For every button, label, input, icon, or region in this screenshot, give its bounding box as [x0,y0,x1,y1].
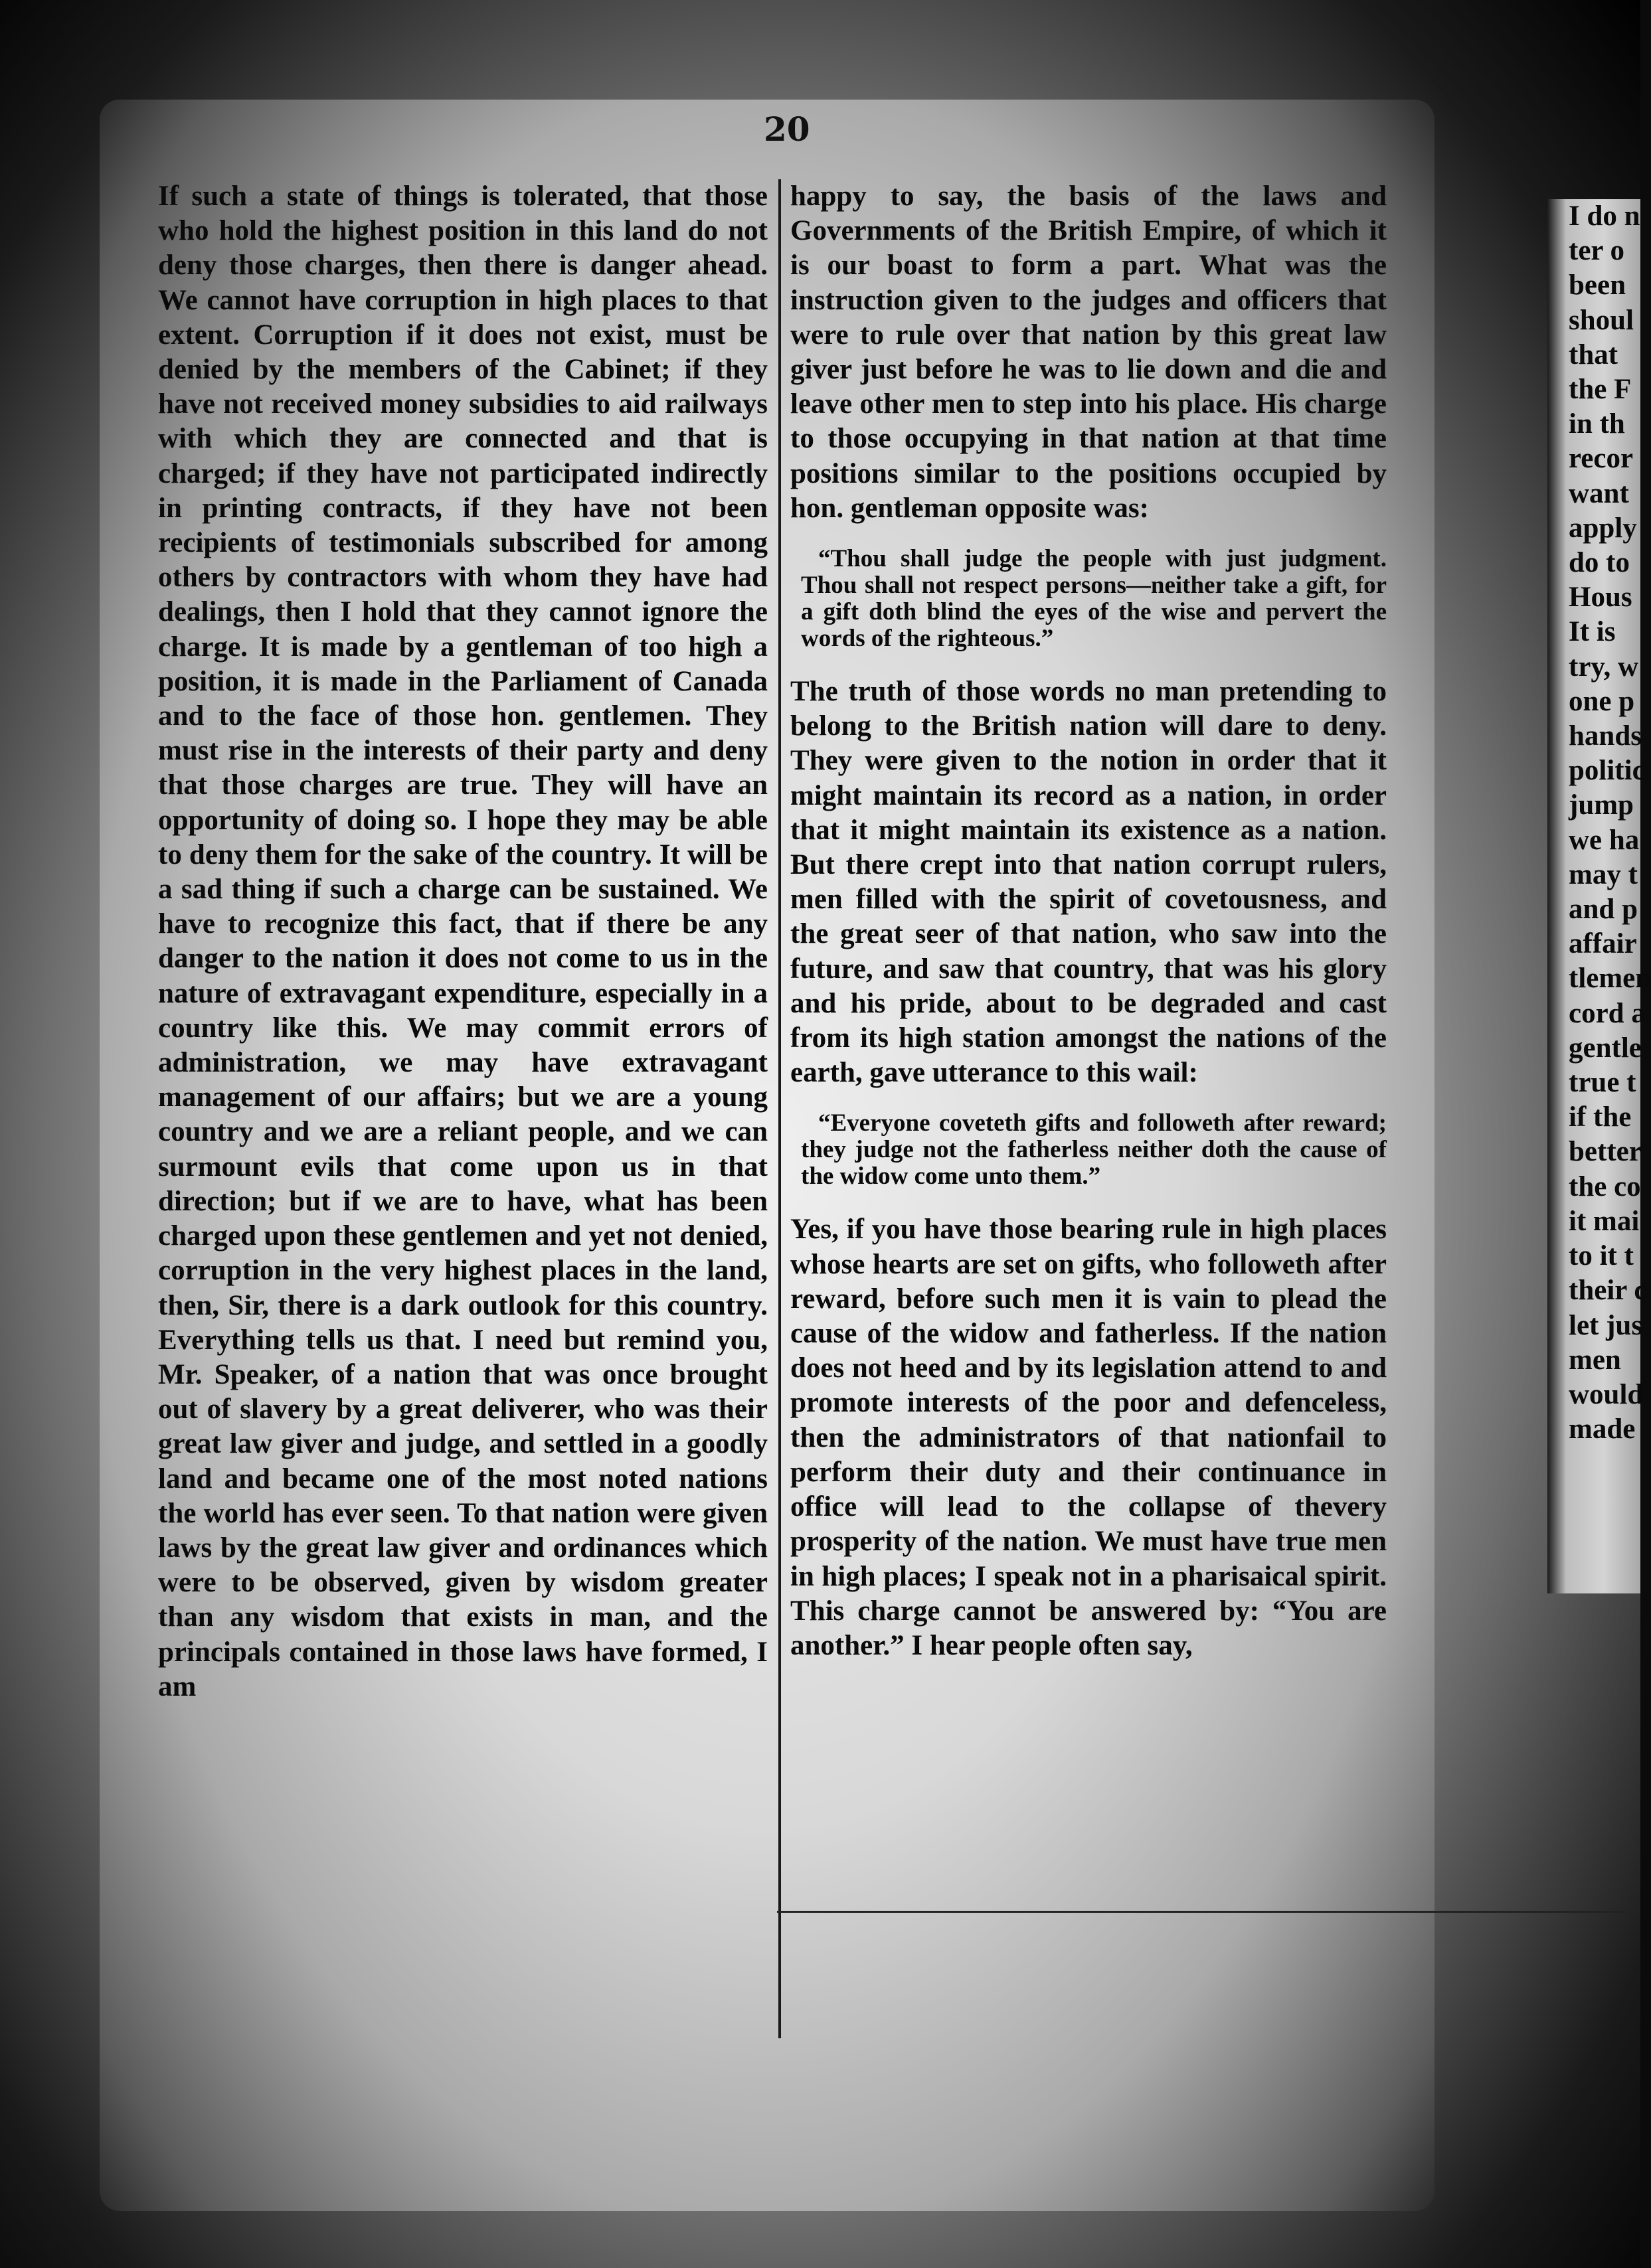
next-page-line: made [1569,1414,1636,1445]
next-page-line: recor [1569,443,1634,475]
right-column [790,179,1387,2052]
next-page-line: shoul [1569,304,1634,336]
quote-1: “Thou shall judge the people with just judgment. Thou shall not respect persons—neither take a gift, for a gift doth blind the eyes of the wise and pervert the words of the righteous.” [801,545,1387,653]
next-page-fragment [1547,199,1651,1593]
next-page-line: the co [1569,1171,1641,1202]
next-page-line: it mai [1569,1205,1640,1237]
next-page-line: tlemen [1569,963,1651,995]
right-para-2: The truth of those words no man pretending to belong to the British nation will dare to deny. They were given to the notion in order that it might maintain its record as a nation, in order that it might maintain its existence as a nation. But there crept into that nation corrupt rulers, men filled with the spirit of covetousness, and the great seer of that nation, who saw into the future, and saw that country, that was his glory and his pride, about to be degraded and cast from its high station amongst the nations of the earth, gave utterance to this wail: [790,676,1387,1089]
next-page-line: Hous [1569,582,1632,613]
column-divider [778,179,781,2038]
next-page-line: if the [1569,1101,1632,1133]
next-page-line: do to [1569,547,1630,579]
page-number: 20 [764,110,810,149]
next-page-line: gentle [1569,1032,1642,1064]
next-page-line: been [1569,270,1626,301]
next-page-line: men [1569,1344,1621,1376]
next-page-line: in th [1569,408,1625,440]
horizontal-rule [777,1911,1640,1913]
right-para-3: Yes, if you have those bearing rule in high places whose hearts are set on gifts, who followeth after reward, before such men it is vain to plead the cause of the widow and fatherless. If the nation does not heed and by its legislation attend to and promote interests of the poor and defenceless, then the administrators of that nationfail to perform their duty and their continuance in office will lead to the collapse of thevery prosperity of the nation. We must have true men in high places; I speak not in a pharisaical spirit. This charge cannot be answered by: “You are another.” I hear people often say, [790,1214,1387,1661]
next-page-line: to it t [1569,1240,1634,1272]
quote-2: “Everyone coveteth gifts and followeth after reward; they judge not the fatherless neither doth the cause of the widow come unto them.” [801,1109,1387,1190]
next-page-line: may t [1569,858,1638,890]
next-page-line: would [1569,1378,1644,1410]
next-page-line: and p [1569,894,1638,926]
next-page-line: the F [1569,374,1632,406]
next-page-line: hands [1569,720,1642,752]
next-page-line: that [1569,339,1618,370]
next-page-line: try, w [1569,651,1639,683]
next-page-line: better [1569,1136,1642,1168]
next-page-line: their c [1569,1275,1647,1307]
next-page-line: cord a [1569,997,1646,1029]
next-page-line: one p [1569,685,1635,717]
next-page-line: apply [1569,512,1637,544]
next-page-line: jump [1569,789,1634,821]
next-page-line: affair [1569,928,1637,960]
next-page-line: It is [1569,616,1616,648]
next-page-line: ter o [1569,235,1624,267]
left-column-text: If such a state of things is tolerated, that those who hold the highest position in this land do not deny those charges, then there is danger ahead. We cannot have corruption in high places to that extent. Corruption if it does not exist, must be denied by the members of the Cabinet; if they have not received money subsidies to aid railways with which they are connected and that is charged; if they have not participated indirectly in printing contracts, if they have not been recipients of testimonials subscribed for among others by contractors with whom they have had dealings, then I hold that they cannot ignore the charge. It is made by a gentleman of too high a position, it is made in the Parliament of Canada and to the face of those hon. gentlemen. They must rise in the interests of their party and deny that those charges are true. They will have an opportunity of doing so. I hope they may be able to deny them for the sake of the country. It will be a sad thing if such a charge can be sustained. We have to recognize this fact, that if there be any danger to the nation it does not come to us in the nature of extravagant expenditure, especially in a country like this. We may commit errors of administration, we may have extravagant management of our affairs; but we are a young country and we are a reliant people, and we can surmount evils that come upon us in that direction; but if we are to have, what has been charged upon these gentlemen and yet not denied, corruption in the very highest places in the land, then, Sir, there is a dark outlook for this country. Everything tells us that. I need but remind you, Mr. Speaker, of a nation that was once brought out of slavery by a great deliverer, who was their great law giver and judge, and settled in a goodly land and became one of the most noted nations the world has ever seen. To that nation were given laws by the great law giver and ordinances which were to be observed, given by wisdom greater than any wisdom that exists in man, and the principals contained in those laws have formed, I am [158,181,768,1702]
right-para-1: happy to say, the basis of the laws and Governments of the British Empire, of which it is our boast to form a part. What was the instruction given to the judges and officers that were to rule over that nation by this great law giver just before he was to lie down and die and leave other men to step into his place. His charge to those occupying in that nation at that time positions similar to the positions occupied by hon. gentleman opposite was: [790,181,1387,524]
left-column [158,179,768,2052]
next-page-line: I do n [1569,201,1640,232]
next-page-line: let jus [1569,1309,1643,1341]
next-page-line: we ha [1569,824,1640,856]
next-page-line: true t [1569,1067,1636,1099]
next-page-line: want [1569,477,1629,509]
next-page-line: politic [1569,755,1645,787]
